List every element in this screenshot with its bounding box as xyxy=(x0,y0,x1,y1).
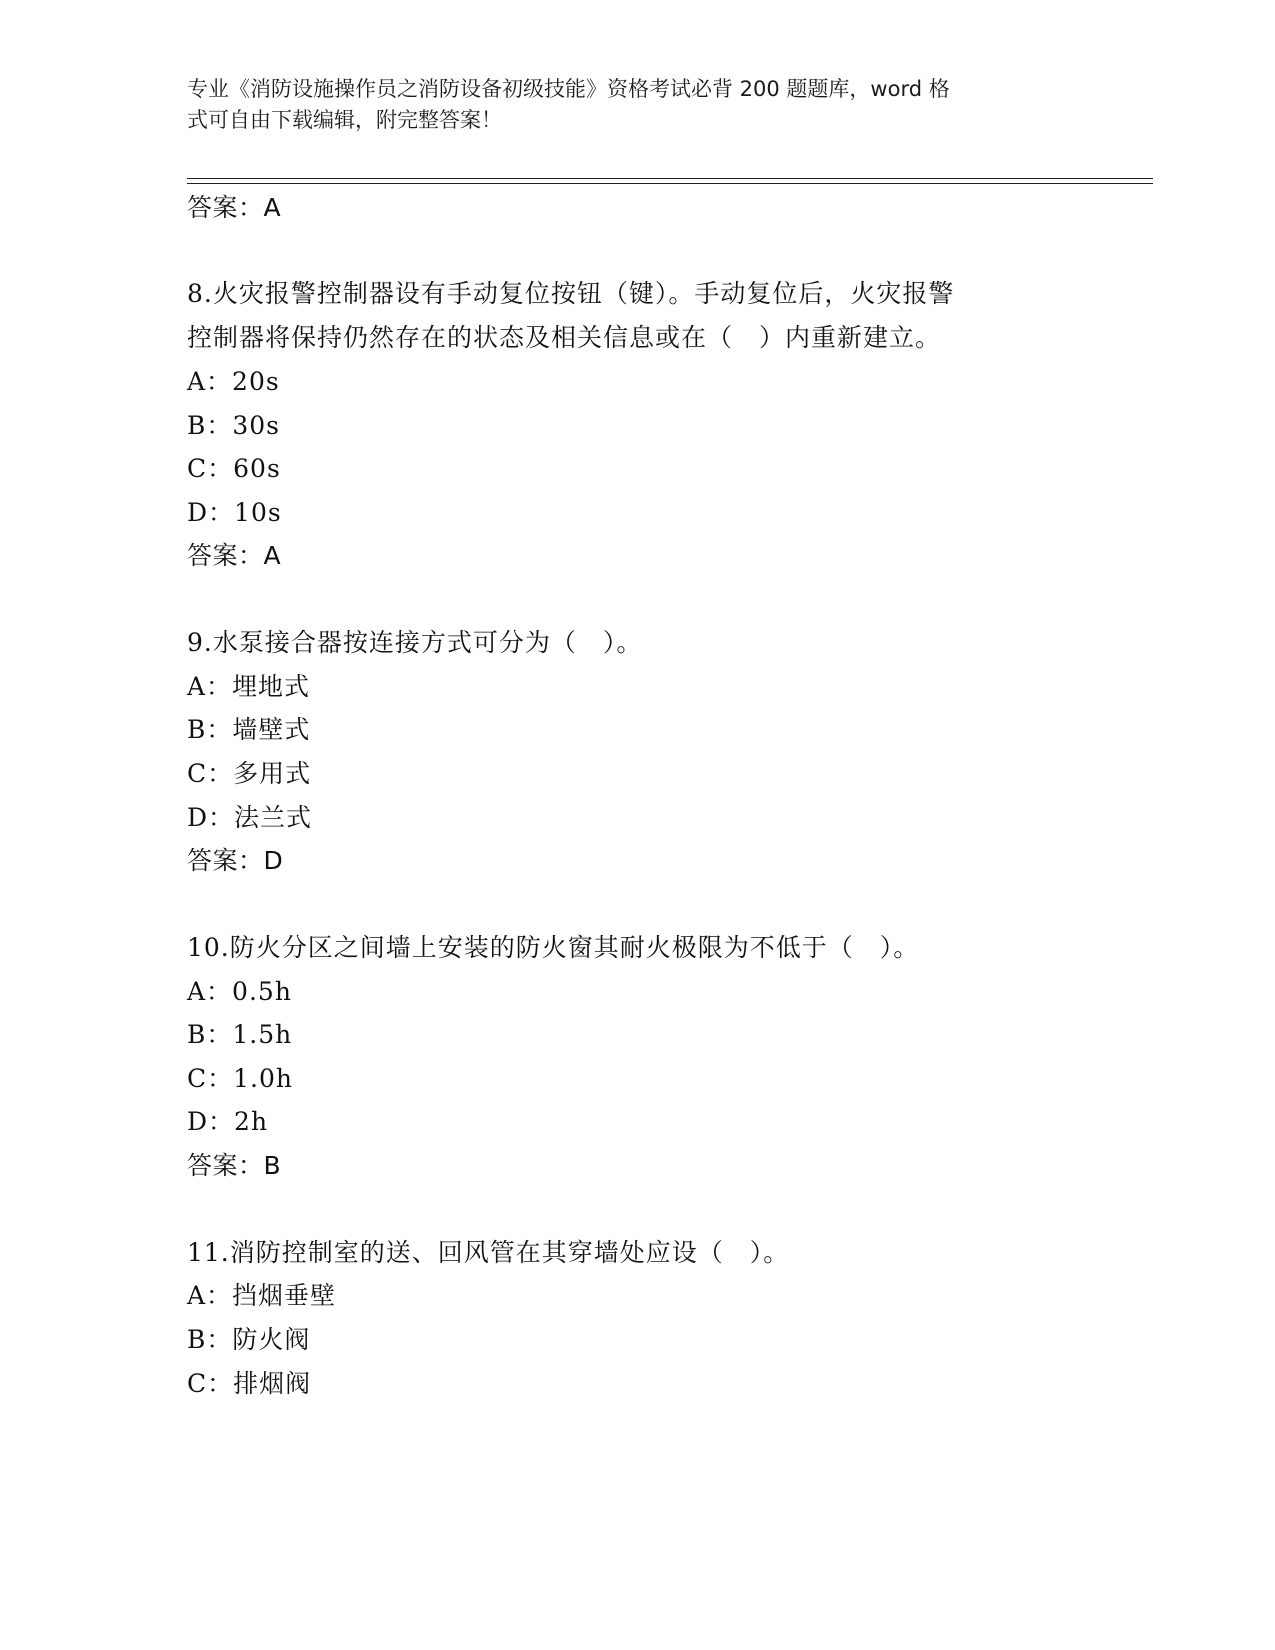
header-line-2: 式可自由下载编辑，附完整答案！ xyxy=(187,108,502,132)
question-8-option-d: D：10s xyxy=(187,498,282,527)
document-header xyxy=(187,74,1077,136)
answer-previous: 答案：A xyxy=(187,193,282,222)
question-8-answer: 答案：A xyxy=(187,541,282,570)
question-8-line-2: 控制器将保持仍然存在的状态及相关信息或在（ ）内重新建立。 xyxy=(187,323,942,352)
question-11-option-b: B：防火阀 xyxy=(187,1325,311,1354)
question-11-option-c: C：排烟阀 xyxy=(187,1369,312,1398)
question-8-option-b: B：30s xyxy=(187,411,281,440)
header-line-1: 专业《消防设施操作员之消防设备初级技能》资格考试必背 200 题题库，word 格 xyxy=(187,77,950,101)
question-9-option-d: D：法兰式 xyxy=(187,803,313,832)
header-divider-top xyxy=(187,178,1153,179)
question-10-option-c: C：1.0h xyxy=(187,1064,293,1093)
question-8-option-c: C：60s xyxy=(187,454,281,483)
question-10-option-a: A：0.5h xyxy=(187,977,292,1006)
question-8-option-a: A：20s xyxy=(187,367,280,396)
question-9-option-b: B：墙壁式 xyxy=(187,715,311,744)
question-9-text: 9.水泵接合器按连接方式可分为（ ）。 xyxy=(187,628,643,657)
question-8-line-1: 8.火灾报警控制器设有手动复位按钮（键）。手动复位后，火灾报警 xyxy=(187,279,955,308)
question-11-text: 11.消防控制室的送、回风管在其穿墙处应设（ ）。 xyxy=(187,1238,790,1267)
question-10-option-b: B：1.5h xyxy=(187,1020,293,1049)
question-10-text: 10.防火分区之间墙上安装的防火窗其耐火极限为不低于（ ）。 xyxy=(187,933,920,962)
question-10-answer: 答案：B xyxy=(187,1151,282,1180)
question-11-option-a: A：挡烟垂壁 xyxy=(187,1281,337,1310)
question-10-option-d: D：2h xyxy=(187,1107,269,1136)
question-9-answer: 答案：D xyxy=(187,846,284,875)
question-9-option-a: A：埋地式 xyxy=(187,672,311,701)
question-9-option-c: C：多用式 xyxy=(187,759,312,788)
header-divider-bottom xyxy=(187,183,1153,184)
